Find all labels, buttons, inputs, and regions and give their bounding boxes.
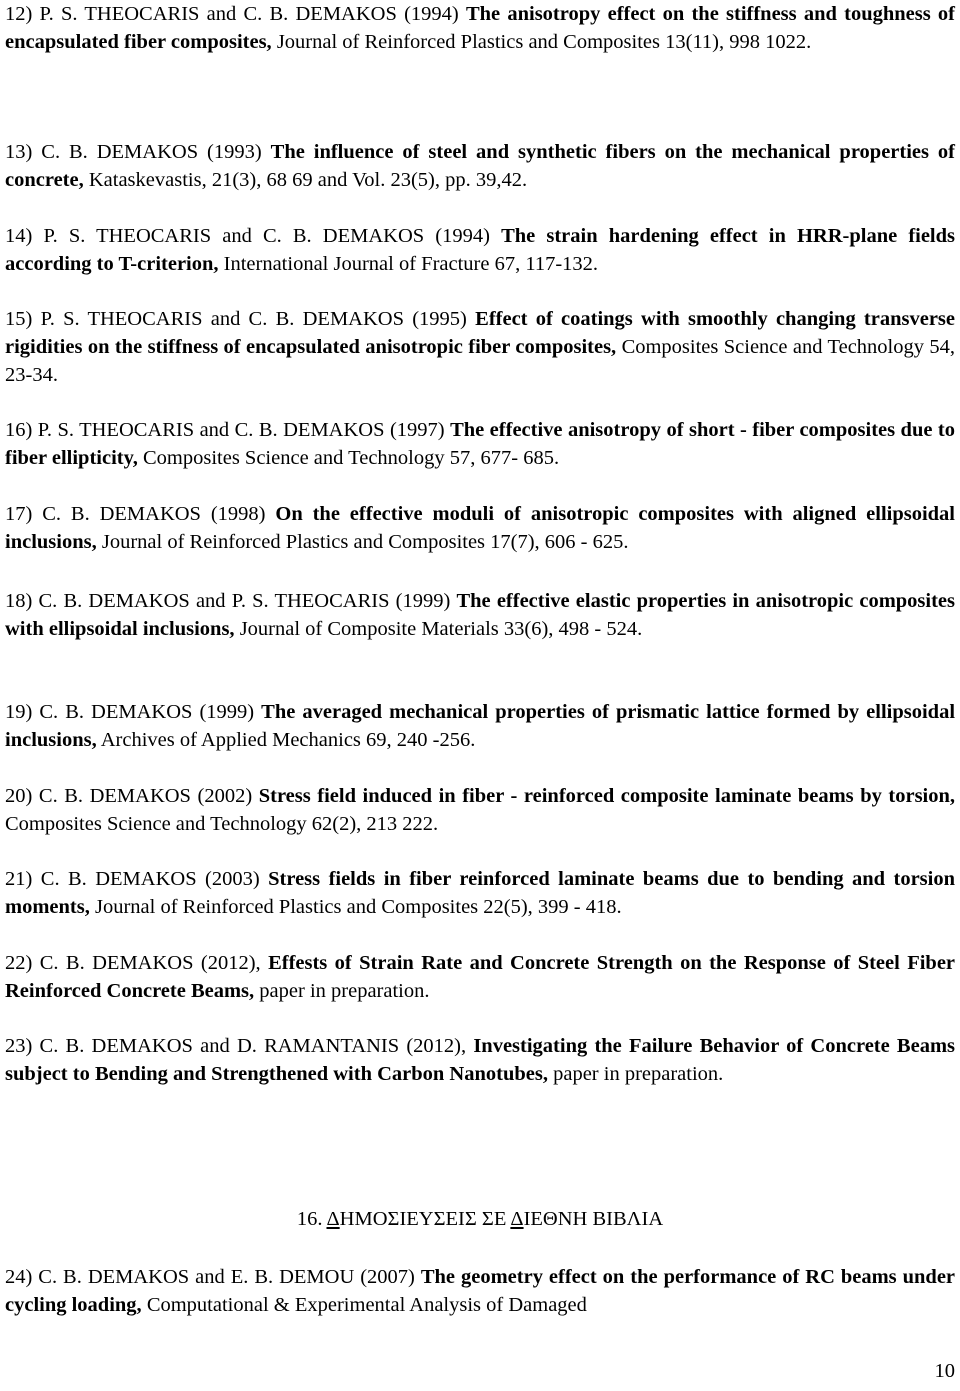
ref-authors: C. B. DEMAKOS (1993) — [41, 141, 262, 163]
section-number: 16. — [296, 1208, 323, 1230]
ref-number: 17) — [5, 503, 33, 525]
ref-number: 13) — [5, 141, 33, 163]
ref-source: paper in preparation. — [553, 1063, 724, 1085]
ref-title: The influence of steel and synthetic fibers on the mechanical properties of concrete, — [5, 141, 956, 191]
ref-source: Composites Science and Technology 57, 677- 685. — [142, 447, 560, 469]
ref-title: The anisotropy effect on the stiffness and toughness of encapsulated fiber composites, — [5, 3, 955, 53]
reference-21 — [5, 865, 955, 921]
ref-authors: C. B. DEMAKOS (2012), — [39, 952, 261, 974]
reference-13 — [5, 138, 955, 194]
ref-title: Investigating the Failure Behavior of Concrete Beams subject to Bending and Strengthened with Carbon Nanotubes, — [5, 1035, 956, 1085]
reference-18 — [5, 587, 955, 643]
ref-number: 22) — [5, 952, 33, 974]
page-number: 10 — [934, 1360, 955, 1382]
ref-title: Effect of coatings with smoothly changing transverse rigidities on the stiffness of encapsulated anisotropic fiber composites, — [5, 308, 956, 358]
ref-number: 15) — [5, 308, 33, 330]
ref-authors: P. S. THEOCARIS and C. B. DEMAKOS (1997) — [37, 419, 445, 441]
reference-19 — [5, 698, 955, 754]
ref-number: 24) — [5, 1266, 33, 1288]
reference-22 — [5, 949, 955, 1005]
ref-source: Composites Science and Technology 54, 23-34. — [5, 336, 955, 386]
ref-source: Composites Science and Technology 62(2), 213 222. — [5, 813, 439, 835]
ref-source: Computational & Experimental Analysis of Damaged — [146, 1294, 587, 1316]
reference-20 — [5, 782, 955, 838]
ref-authors: C. B. DEMAKOS and E. B. DEMOU (2007) — [38, 1266, 415, 1288]
ref-number: 14) — [5, 225, 33, 247]
ref-title: On the effective moduli of anisotropic composites with aligned ellipsoidal inclusions, — [5, 503, 956, 553]
ref-authors: C. B. DEMAKOS and P. S. THEOCARIS (1999) — [38, 590, 451, 612]
ref-title: Stress field induced in fiber - reinforced composite laminate beams by torsion, — [258, 785, 956, 807]
ref-authors: C. B. DEMAKOS (1998) — [42, 503, 266, 525]
ref-title: The effective anisotropy of short - fiber composites due to fiber ellipticity, — [5, 419, 955, 469]
reference-17 — [5, 500, 955, 556]
section-heading-text: ΗΜΟΣΙΕΥΣΕΙΣ ΣΕ — [339, 1208, 511, 1230]
ref-source: Archives of Applied Mechanics 69, 240 -256. — [100, 729, 476, 751]
ref-authors: P. S. THEOCARIS and C. B. DEMAKOS (1994) — [43, 225, 490, 247]
ref-authors: C. B. DEMAKOS (2002) — [38, 785, 253, 807]
ref-source: paper in preparation. — [259, 980, 430, 1002]
ref-source: Journal of Reinforced Plastics and Composites 13(11), 998 1022. — [276, 31, 812, 53]
ref-source: Kataskevastis, 21(3), 68 69 and Vol. 23(5), pp. 39,42. — [88, 169, 528, 191]
ref-authors: P. S. THEOCARIS and C. B. DEMAKOS (1995) — [40, 308, 467, 330]
reference-15 — [5, 305, 955, 389]
section-heading-text: ΙΕΘΝΗ ΒΙΒΛΙΑ — [523, 1208, 664, 1230]
ref-number: 12) — [5, 3, 33, 25]
reference-24 — [5, 1263, 955, 1319]
reference-16 — [5, 416, 955, 472]
ref-title: Stress fields in fiber reinforced laminate beams due to bending and torsion moments, — [5, 868, 956, 918]
ref-number: 19) — [5, 701, 33, 723]
ref-title: The effective elastic properties in anisotropic composites with ellipsoidal inclusions, — [5, 590, 956, 640]
ref-authors: C. B. DEMAKOS (2003) — [40, 868, 260, 890]
ref-number: 23) — [5, 1035, 33, 1057]
ref-title: The strain hardening effect in HRR-plane fields according to T-criterion, — [5, 225, 956, 275]
ref-authors: C. B. DEMAKOS (1999) — [39, 701, 255, 723]
ref-number: 16) — [5, 419, 33, 441]
ref-number: 20) — [5, 785, 33, 807]
ref-title: Effests of Strain Rate and Concrete Strength on the Response of Steel Fiber Reinforced Concrete Beams, — [5, 952, 956, 1002]
ref-number: 18) — [5, 590, 33, 612]
ref-number: 21) — [5, 868, 33, 890]
ref-source: Journal of Reinforced Plastics and Composites 22(5), 399 - 418. — [94, 896, 622, 918]
ref-title: The averaged mechanical properties of prismatic lattice formed by ellipsoidal inclusions, — [5, 701, 956, 751]
ref-authors: P. S. THEOCARIS and C. B. DEMAKOS (1994) — [39, 3, 459, 25]
reference-14 — [5, 222, 955, 278]
ref-authors: C. B. DEMAKOS and D. RAMANTANIS (2012), — [39, 1035, 467, 1057]
reference-23 — [5, 1032, 955, 1088]
ref-source: Journal of Composite Materials 33(6), 498 - 524. — [239, 618, 643, 640]
section-heading-letter: Δ — [326, 1208, 340, 1230]
reference-12 — [5, 0, 955, 56]
section-heading — [5, 1205, 955, 1233]
ref-source: Journal of Reinforced Plastics and Composites 17(7), 606 - 625. — [101, 531, 629, 553]
section-heading-letter: Δ — [510, 1208, 524, 1230]
ref-title: The geometry effect on the performance of RC beams under cycling loading, — [5, 1266, 956, 1316]
ref-source: International Journal of Fracture 67, 117-132. — [223, 253, 599, 275]
